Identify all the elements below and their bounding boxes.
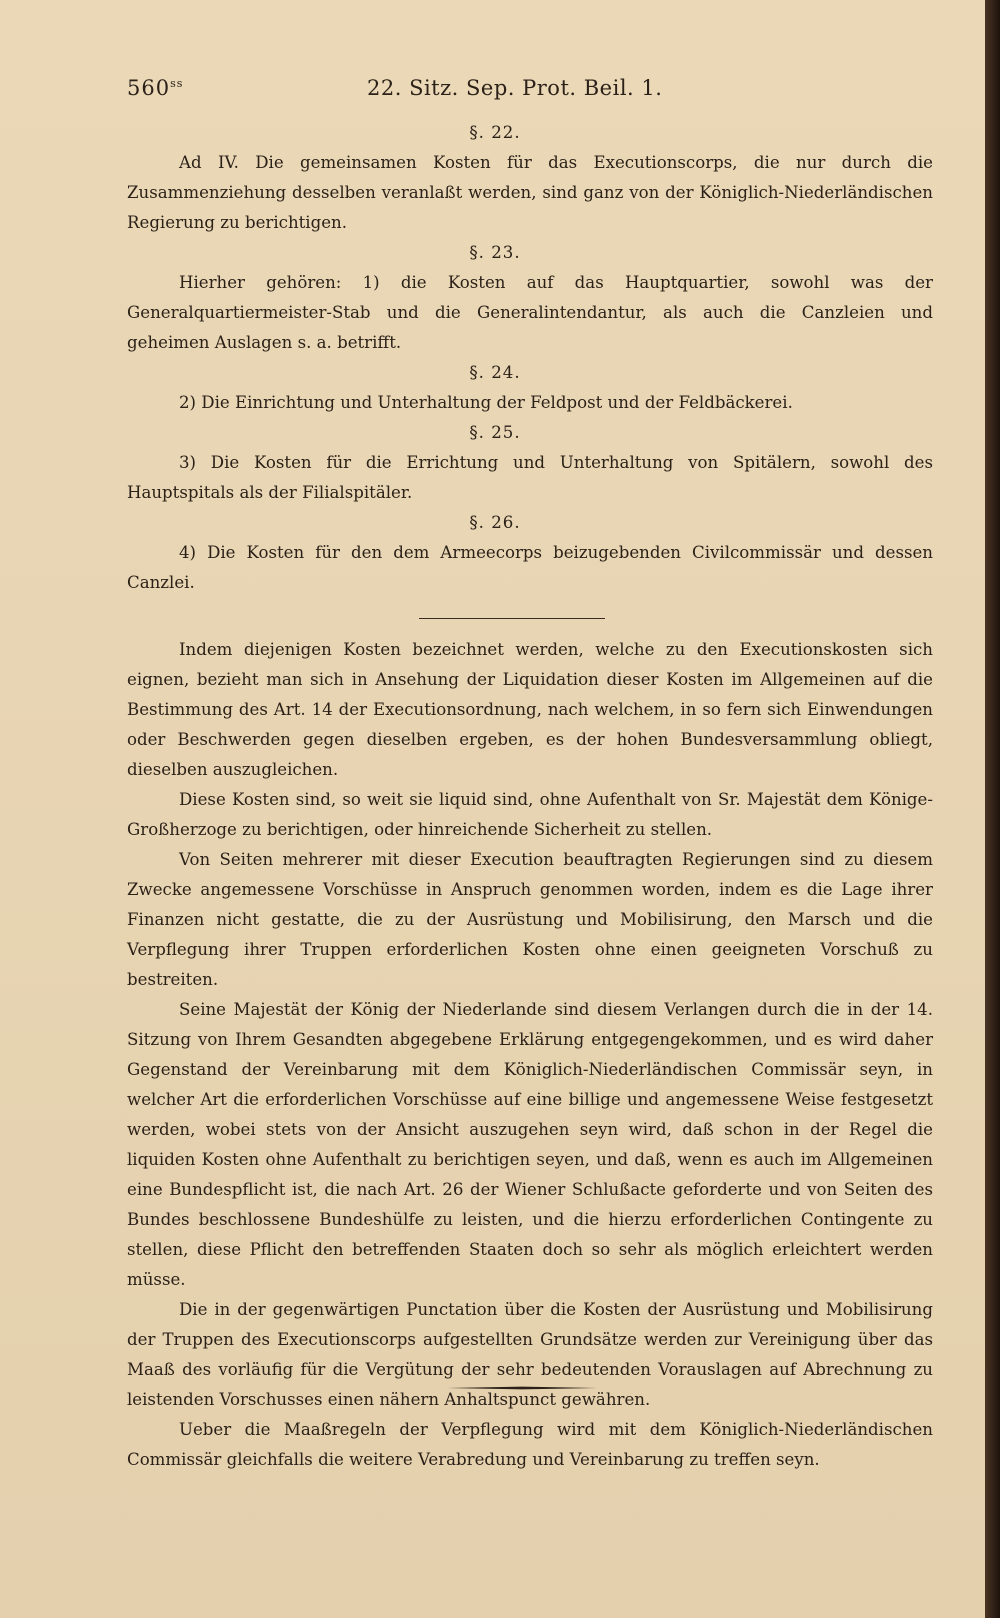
page-content — [127, 118, 933, 1475]
section-heading: §. 22. — [469, 123, 521, 142]
section-paragraph: 2) Die Einrichtung und Unterhaltung der Feldpost und der Feldbäckerei. — [179, 393, 793, 412]
body-paragraph: Ueber die Maaßregeln der Verpflegung wird mit dem Königlich-Niederländischen Commissär gleichfalls die weitere Verabredung und Vereinbarung zu treffen seyn. — [127, 1420, 933, 1469]
book-gutter — [985, 0, 1000, 1618]
body-paragraph: Seine Majestät der König der Niederlande sind diesem Verlangen durch die in der 14. Sitzung von Ihrem Gesandten abgegebene Erklärung entgegengekommen, und es wird daher Gegenstand der Vereinbarung mit dem Königlich-Niederländischen Commissär seyn, in welcher Art die erforderlichen Vorschüsse auf eine billige und angemessene Weise festgesetzt werden, wobei stets von der Ansicht auszugehen seyn wird, daß schon in der Regel die liquiden Kosten ohne Aufenthalt zu berichtigen seyen, und daß, wenn es auch im Allgemeinen eine Bundespflicht ist, die nach Art. 26 der Wiener Schlußacte geforderte und von Seiten des Bundes beschlossene Bundeshülfe zu leisten, und die hierzu erforderlichen Contingente zu stellen, diese Pflicht den betreffenden Staaten doch so sehr als möglich erleichtert werden müsse. — [127, 1000, 933, 1289]
section-paragraph: 3) Die Kosten für die Errichtung und Unterhaltung von Spitälern, sowohl des Hauptspitals als der Filialspitäler. — [127, 453, 933, 502]
section-heading: §. 26. — [469, 513, 521, 532]
body-paragraph: Die in der gegenwärtigen Punctation über die Kosten der Ausrüstung und Mobilisirung der Truppen des Executionscorps aufgestellten Grundsätze werden zur Vereinigung über das Maaß des vorläufig für die Vergütung der sehr bedeutenden Vorauslagen auf Abrechnung zu leistenden Vorschusses einen nähern Anhaltspunct gewähren. — [127, 1300, 933, 1409]
page-number: $560^{ss}$ — [127, 76, 184, 100]
section-paragraph: Ad IV. Die gemeinsamen Kosten für das Executionscorps, die nur durch die Zusammenziehung desselben veranlaßt werden, sind ganz von der Königlich-Niederländischen Regierung zu berichtigen. — [127, 153, 933, 232]
page-mark: ss — [170, 77, 184, 90]
section-heading: §. 25. — [469, 423, 521, 442]
body-paragraph: Indem diejenigen Kosten bezeichnet werden, welche zu den Executionskosten sich eignen, bezieht man sich in Ansehung der Liquidation dieser Kosten im Allgemeinen auf die Bestimmung des Art. 14 der Executionsordnung, nach welchem, in so fern sich Einwendungen oder Beschwerden gegen dieselben ergeben, es der hohen Bundesversammlung obliegt, dieselben auszugleichen. — [127, 640, 933, 779]
body-paragraph: Diese Kosten sind, so weit sie liquid sind, ohne Aufenthalt von Sr. Majestät dem Könige-Großherzoge zu berichtigen, oder hinreichende Sicherheit zu stellen. — [127, 790, 933, 839]
section-heading: §. 24. — [469, 363, 521, 382]
running-title: 22. Sitz. Sep. Prot. Beil. 1. — [367, 76, 663, 100]
page-header — [127, 76, 887, 106]
end-ornament-rule — [447, 1386, 597, 1390]
section-paragraph: 4) Die Kosten für den dem Armeecorps beizugebenden Civilcommissär und dessen Canzlei. — [127, 543, 933, 592]
section-paragraph: Hierher gehören: 1) die Kosten auf das Hauptquartier, sowohl was der Generalquartiermeister-Stab und die Generalintendantur, als auch die Canzleien und geheimen Auslagen s. a. betrifft. — [127, 273, 933, 352]
section-heading: §. 23. — [469, 243, 521, 262]
body-paragraph: Von Seiten mehrerer mit dieser Execution beauftragten Regierungen sind zu diesem Zwecke angemessene Vorschüsse in Anspruch genommen worden, indem es die Lage ihrer Finanzen nicht gestatte, die zu der Ausrüstung und Mobilisirung, den Marsch und die Verpflegung ihrer Truppen erforderlichen Kosten ohne einen geeigneten Vorschuß zu bestreiten. — [127, 850, 933, 989]
section-divider — [419, 618, 605, 619]
